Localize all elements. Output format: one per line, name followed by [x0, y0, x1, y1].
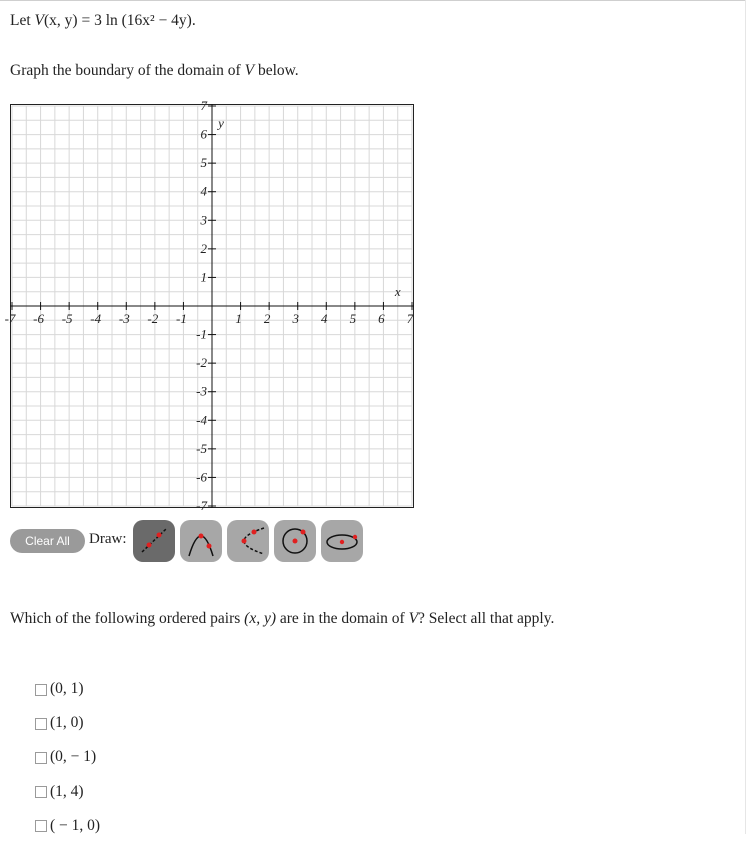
- y-tick-label: 3: [200, 212, 207, 228]
- option-checkbox[interactable]: [35, 752, 47, 764]
- top-border: [0, 0, 746, 1]
- question-middle: are in the domain of: [279, 610, 405, 627]
- option-item[interactable]: [35, 809, 100, 843]
- function-name: V: [34, 12, 44, 29]
- right-border: [745, 0, 746, 834]
- let-word: Let: [10, 12, 31, 29]
- draw-label: Draw:: [89, 531, 127, 547]
- question-text: [10, 610, 554, 628]
- option-label: (0, 1): [50, 680, 84, 698]
- y-tick-label: 7: [200, 98, 207, 113]
- y-axis-label: y: [218, 115, 224, 131]
- instruction-suffix: below.: [257, 62, 299, 79]
- function-args: (x, y): [44, 12, 78, 29]
- x-tick-label: 1: [235, 311, 242, 326]
- y-tick-label: 5: [200, 155, 207, 171]
- option-item[interactable]: [35, 672, 100, 706]
- question-prefix: Which of the following ordered pairs: [10, 610, 241, 627]
- y-tick-label: -6: [196, 469, 207, 485]
- option-item[interactable]: [35, 706, 100, 740]
- ellipse-tool-icon: [321, 520, 363, 562]
- y-tick-label: -5: [196, 440, 207, 456]
- y-tick-label: 6: [200, 126, 207, 142]
- option-checkbox[interactable]: [35, 718, 47, 730]
- problem-statement: [10, 12, 196, 30]
- line-tool-button[interactable]: [133, 520, 175, 562]
- x-tick-label: -7: [4, 311, 16, 326]
- equals-sign: =: [81, 12, 91, 29]
- y-tick-label: -2: [196, 355, 207, 371]
- clear-all-button[interactable]: Clear All: [10, 529, 85, 553]
- y-tick-label: 1: [200, 269, 207, 285]
- graph-instruction: [10, 62, 299, 80]
- y-tick-label: -4: [196, 412, 207, 428]
- instruction-text: Graph the boundary of the domain of: [10, 62, 241, 79]
- y-tick-label: 2: [200, 240, 207, 256]
- x-tick-label: -6: [33, 311, 44, 326]
- question-pair: (x, y): [244, 610, 276, 627]
- x-axis-label: x: [394, 284, 401, 299]
- line-tool-icon: [133, 520, 175, 562]
- x-tick-label: 5: [349, 311, 357, 326]
- x-tick-label: -1: [176, 311, 187, 326]
- x-tick-label: -3: [118, 311, 130, 326]
- answer-options: [35, 672, 100, 843]
- question-suffix: ? Select all that apply.: [418, 610, 555, 627]
- y-tick-label: -1: [196, 326, 207, 342]
- x-tick-label: -4: [90, 311, 102, 326]
- x-tick-label: 7: [406, 311, 414, 326]
- option-label: (1, 4): [50, 782, 84, 800]
- y-tick-label: 4: [200, 183, 207, 199]
- x-tick-label: 6: [378, 311, 385, 326]
- option-item[interactable]: [35, 740, 100, 774]
- x-tick-label: -2: [147, 311, 159, 326]
- parabola-left-tool-button[interactable]: [227, 520, 269, 562]
- ellipse-tool-button[interactable]: [321, 520, 363, 562]
- circle-tool-icon: [274, 520, 316, 562]
- option-item[interactable]: [35, 775, 100, 809]
- option-label: ( − 1, 0): [50, 816, 101, 834]
- option-checkbox[interactable]: [35, 786, 47, 798]
- function-expression: 3 ln (16x² − 4y).: [94, 12, 196, 29]
- option-label: (0, − 1): [50, 748, 97, 766]
- parabola-up-icon: [180, 520, 222, 562]
- option-label: (1, 0): [50, 714, 84, 732]
- question-variable: V: [408, 610, 419, 627]
- graph-canvas[interactable]: [4, 98, 414, 513]
- x-tick-label: 4: [321, 311, 328, 326]
- x-tick-label: 2: [263, 311, 271, 326]
- x-tick-label: 3: [292, 311, 299, 326]
- option-checkbox[interactable]: [35, 820, 47, 832]
- parabola-up-tool-button[interactable]: [180, 520, 222, 562]
- y-tick-label: -7: [196, 498, 207, 513]
- parabola-left-icon: [227, 520, 269, 562]
- circle-tool-button[interactable]: [274, 520, 316, 562]
- instruction-variable: V: [244, 62, 255, 79]
- option-checkbox[interactable]: [35, 684, 47, 696]
- x-tick-label: -5: [61, 311, 73, 326]
- y-tick-label: -3: [196, 383, 207, 399]
